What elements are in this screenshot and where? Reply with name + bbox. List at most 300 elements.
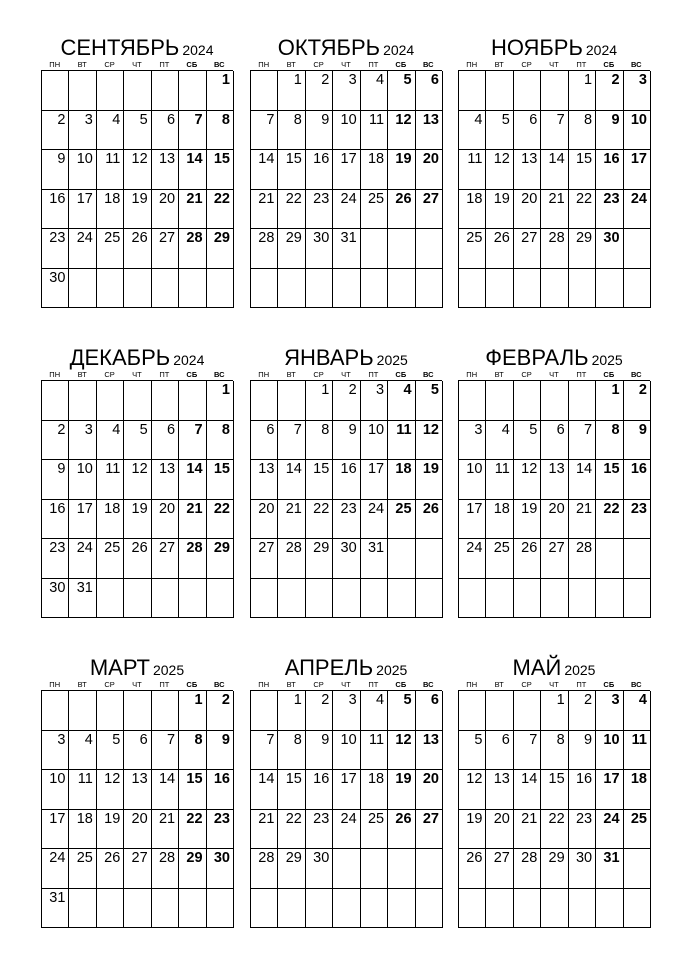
empty-cell — [486, 71, 513, 111]
empty-cell — [333, 579, 360, 619]
day-number: 8 — [194, 731, 203, 748]
day-number: 17 — [340, 151, 357, 167]
day-number: 3 — [376, 382, 385, 398]
weekday-label: ВС — [630, 680, 642, 689]
month-name: СЕНТЯБРЬ — [60, 35, 180, 60]
day-number: 1 — [611, 382, 620, 398]
day-number: 28 — [186, 230, 203, 246]
day-cell — [306, 849, 333, 889]
day-cell — [569, 150, 596, 190]
day-number: 1 — [221, 72, 230, 88]
day-number: 25 — [493, 540, 510, 556]
weekday-label: СБ — [603, 370, 615, 379]
day-cell — [486, 500, 513, 540]
day-cell — [207, 460, 234, 500]
weekday-label: ПН — [49, 680, 61, 689]
day-cell — [596, 71, 623, 111]
day-number: 27 — [158, 540, 176, 556]
month-calendar — [41, 656, 233, 928]
day-number: 20 — [422, 151, 439, 167]
day-cell — [624, 731, 651, 771]
day-number: 14 — [258, 151, 275, 167]
day-cell — [416, 190, 443, 230]
day-number: 10 — [466, 461, 483, 477]
day-number: 21 — [258, 810, 275, 827]
day-cell — [278, 150, 305, 190]
day-number: 31 — [76, 579, 93, 596]
day-number: 14 — [285, 461, 302, 477]
day-number: 22 — [575, 190, 593, 207]
day-number: 31 — [49, 889, 66, 906]
day-cell — [569, 500, 596, 540]
empty-cell — [251, 71, 278, 111]
day-cell — [97, 500, 124, 540]
empty-cell — [541, 269, 568, 309]
day-cell — [333, 111, 360, 151]
day-cell — [42, 500, 69, 540]
day-number: 29 — [313, 540, 330, 556]
day-number: 8 — [321, 421, 330, 438]
day-number: 28 — [548, 230, 565, 246]
day-number: 21 — [285, 500, 302, 517]
empty-cell — [207, 269, 234, 309]
empty-cell — [596, 539, 623, 579]
weekday-header — [250, 679, 442, 690]
day-cell — [278, 190, 305, 230]
day-cell — [152, 810, 179, 850]
day-cell — [124, 770, 151, 810]
day-number: 28 — [158, 850, 176, 866]
day-number: 22 — [213, 500, 230, 517]
day-number: 30 — [340, 540, 357, 556]
day-number: 28 — [258, 230, 275, 246]
day-cell — [179, 111, 206, 151]
day-number: 12 — [422, 421, 439, 438]
empty-cell — [251, 691, 278, 731]
day-number: 16 — [575, 771, 593, 787]
weekday-label: ПТ — [576, 60, 587, 69]
day-number: 17 — [76, 190, 93, 207]
day-number: 2 — [321, 692, 330, 708]
day-cell — [596, 381, 623, 421]
day-number: 23 — [49, 540, 66, 556]
empty-cell — [97, 381, 124, 421]
empty-cell — [486, 381, 513, 421]
day-cell — [459, 190, 486, 230]
day-cell — [69, 190, 96, 230]
day-number: 1 — [293, 72, 302, 88]
month-calendar — [41, 346, 233, 618]
day-number: 19 — [466, 810, 483, 827]
day-cell — [42, 269, 69, 309]
day-number: 18 — [630, 771, 647, 787]
weekday-label: ВС — [213, 370, 225, 379]
day-number: 4 — [376, 72, 385, 88]
day-cell — [69, 421, 96, 461]
day-cell — [179, 731, 206, 771]
day-cell — [207, 810, 234, 850]
day-number: 23 — [340, 500, 357, 517]
day-cell — [97, 460, 124, 500]
day-cell — [306, 190, 333, 230]
day-number: 31 — [603, 850, 620, 866]
day-cell — [306, 421, 333, 461]
day-cell — [624, 190, 651, 230]
empty-cell — [624, 229, 651, 269]
day-cell — [388, 150, 415, 190]
day-number: 7 — [167, 731, 176, 748]
day-number: 30 — [49, 269, 66, 286]
empty-cell — [459, 71, 486, 111]
day-cell — [596, 460, 623, 500]
weekday-label: ВС — [213, 680, 225, 689]
day-cell — [624, 810, 651, 850]
day-cell — [306, 539, 333, 579]
day-cell — [306, 150, 333, 190]
day-number: 12 — [493, 151, 510, 167]
weekday-label: ВС — [213, 60, 225, 69]
day-cell — [207, 421, 234, 461]
day-number: 4 — [474, 111, 483, 128]
day-cell — [69, 539, 96, 579]
day-cell — [541, 460, 568, 500]
day-number: 13 — [422, 111, 439, 128]
day-number: 29 — [575, 230, 593, 246]
day-cell — [69, 849, 96, 889]
empty-cell — [416, 579, 443, 619]
day-cell — [207, 381, 234, 421]
empty-cell — [207, 579, 234, 619]
day-cell — [388, 381, 415, 421]
day-cell — [596, 190, 623, 230]
day-cell — [207, 539, 234, 579]
day-number: 21 — [158, 810, 176, 827]
day-cell — [569, 770, 596, 810]
day-cell — [459, 539, 486, 579]
empty-cell — [124, 71, 151, 111]
weekday-header — [250, 369, 442, 380]
day-number: 20 — [493, 810, 510, 827]
day-number: 9 — [321, 731, 330, 748]
empty-cell — [541, 579, 568, 619]
weekday-header — [458, 369, 650, 380]
weekday-label: СБ — [603, 680, 615, 689]
day-cell — [124, 810, 151, 850]
day-cell — [459, 810, 486, 850]
day-cell — [416, 691, 443, 731]
day-number: 30 — [313, 230, 330, 246]
day-number: 2 — [584, 692, 593, 708]
weekday-label: ПТ — [368, 370, 379, 379]
day-cell — [124, 539, 151, 579]
empty-cell — [388, 849, 415, 889]
weekday-label: СБ — [186, 680, 198, 689]
empty-cell — [124, 579, 151, 619]
day-number: 5 — [474, 731, 483, 748]
day-number: 24 — [76, 540, 93, 556]
empty-cell — [388, 539, 415, 579]
weekday-label: ПН — [258, 60, 270, 69]
day-cell — [596, 849, 623, 889]
day-cell — [569, 111, 596, 151]
day-number: 6 — [167, 421, 176, 438]
empty-cell — [306, 889, 333, 929]
empty-cell — [596, 269, 623, 309]
empty-cell — [416, 889, 443, 929]
day-number: 29 — [548, 850, 565, 866]
day-number: 3 — [84, 421, 93, 438]
day-cell — [69, 731, 96, 771]
day-number: 18 — [367, 771, 385, 787]
day-number: 23 — [603, 190, 620, 207]
empty-cell — [152, 691, 179, 731]
day-number: 6 — [139, 731, 148, 748]
day-cell — [179, 421, 206, 461]
day-cell — [207, 111, 234, 151]
empty-cell — [42, 691, 69, 731]
empty-cell — [124, 889, 151, 929]
day-cell — [179, 190, 206, 230]
month-title — [41, 346, 233, 370]
day-cell — [152, 770, 179, 810]
days-grid — [41, 70, 233, 308]
day-number: 22 — [213, 190, 230, 207]
day-cell — [42, 539, 69, 579]
day-number: 15 — [285, 771, 302, 787]
day-number: 22 — [186, 810, 203, 827]
empty-cell — [333, 849, 360, 889]
empty-cell — [306, 269, 333, 309]
day-number: 28 — [186, 540, 203, 556]
day-number: 20 — [521, 190, 538, 207]
day-number: 23 — [313, 810, 330, 827]
empty-cell — [388, 889, 415, 929]
day-number: 9 — [221, 731, 230, 748]
empty-cell — [541, 889, 568, 929]
day-number: 27 — [493, 850, 510, 866]
day-cell — [459, 111, 486, 151]
weekday-label: ПН — [258, 370, 270, 379]
day-cell — [541, 150, 568, 190]
day-number: 3 — [84, 111, 93, 128]
day-cell — [486, 421, 513, 461]
day-number: 28 — [285, 540, 302, 556]
empty-cell — [596, 579, 623, 619]
day-cell — [97, 770, 124, 810]
day-number: 5 — [139, 421, 148, 438]
day-cell — [179, 500, 206, 540]
day-cell — [306, 500, 333, 540]
day-number: 14 — [158, 771, 176, 787]
day-number: 21 — [575, 500, 593, 517]
day-number: 24 — [466, 540, 483, 556]
day-number: 11 — [369, 731, 385, 748]
day-number: 22 — [548, 810, 565, 827]
day-number: 1 — [293, 692, 302, 708]
day-number: 9 — [638, 421, 647, 438]
day-number: 22 — [285, 810, 302, 827]
empty-cell — [251, 381, 278, 421]
day-number: 7 — [266, 731, 275, 748]
day-cell — [388, 460, 415, 500]
day-number: 15 — [313, 461, 330, 477]
day-cell — [42, 460, 69, 500]
day-number: 13 — [258, 461, 275, 477]
day-number: 5 — [403, 72, 412, 88]
day-cell — [569, 421, 596, 461]
month-year: 2025 — [591, 352, 623, 368]
empty-cell — [486, 269, 513, 309]
weekday-label: ЧТ — [132, 370, 142, 379]
day-cell — [596, 810, 623, 850]
day-cell — [624, 421, 651, 461]
day-cell — [97, 539, 124, 579]
day-number: 27 — [158, 230, 176, 246]
day-number: 26 — [493, 230, 510, 246]
day-cell — [278, 810, 305, 850]
day-cell — [624, 111, 651, 151]
weekday-label: СР — [521, 680, 532, 689]
day-number: 15 — [548, 771, 565, 787]
day-number: 14 — [258, 771, 275, 787]
weekday-label: ПТ — [159, 60, 170, 69]
day-number: 3 — [474, 421, 483, 438]
day-cell — [207, 500, 234, 540]
day-number: 12 — [466, 771, 483, 787]
day-number: 16 — [313, 151, 330, 167]
day-number: 25 — [630, 810, 647, 827]
empty-cell — [514, 381, 541, 421]
day-number: 6 — [556, 421, 565, 438]
day-cell — [486, 849, 513, 889]
month-calendar — [250, 656, 442, 928]
day-cell — [388, 111, 415, 151]
weekday-label: ПН — [258, 680, 270, 689]
day-cell — [569, 691, 596, 731]
day-number: 11 — [494, 461, 510, 477]
weekday-label: ЧТ — [549, 60, 559, 69]
empty-cell — [179, 71, 206, 111]
day-number: 16 — [49, 500, 66, 517]
day-cell — [69, 500, 96, 540]
weekday-label: ВТ — [286, 60, 296, 69]
day-number: 2 — [611, 72, 620, 88]
day-cell — [179, 539, 206, 579]
day-number: 20 — [158, 500, 176, 517]
day-cell — [361, 190, 388, 230]
day-cell — [514, 770, 541, 810]
day-cell — [459, 731, 486, 771]
weekday-label: СР — [313, 370, 324, 379]
day-number: 5 — [501, 111, 510, 128]
day-cell — [251, 150, 278, 190]
day-cell — [486, 229, 513, 269]
day-cell — [541, 770, 568, 810]
month-year: 2025 — [152, 662, 185, 678]
day-number: 11 — [467, 151, 483, 167]
empty-cell — [278, 269, 305, 309]
day-cell — [152, 849, 179, 889]
day-number: 2 — [321, 72, 330, 88]
empty-cell — [69, 889, 96, 929]
day-cell — [514, 731, 541, 771]
day-cell — [416, 111, 443, 151]
day-number: 4 — [403, 382, 412, 398]
day-number: 25 — [466, 230, 483, 246]
day-number: 3 — [638, 72, 647, 88]
day-number: 30 — [313, 850, 330, 866]
days-grid — [250, 70, 442, 308]
day-number: 4 — [638, 692, 647, 708]
day-number: 19 — [131, 500, 148, 517]
day-cell — [42, 889, 69, 929]
empty-cell — [251, 579, 278, 619]
empty-cell — [251, 889, 278, 929]
day-number: 12 — [131, 151, 148, 167]
day-number: 8 — [584, 111, 593, 128]
day-number: 6 — [430, 692, 439, 708]
day-cell — [251, 539, 278, 579]
weekday-label: СБ — [186, 60, 198, 69]
empty-cell — [306, 579, 333, 619]
empty-cell — [152, 889, 179, 929]
day-cell — [541, 500, 568, 540]
day-cell — [179, 229, 206, 269]
day-cell — [459, 500, 486, 540]
weekday-label: ВС — [422, 680, 434, 689]
day-number: 29 — [285, 850, 302, 866]
day-cell — [251, 460, 278, 500]
day-cell — [596, 111, 623, 151]
day-cell — [124, 421, 151, 461]
day-number: 18 — [76, 810, 93, 827]
day-cell — [42, 111, 69, 151]
day-cell — [541, 691, 568, 731]
day-cell — [42, 731, 69, 771]
day-number: 11 — [369, 111, 385, 128]
day-number: 21 — [186, 500, 203, 517]
day-cell — [124, 731, 151, 771]
empty-cell — [624, 889, 651, 929]
day-cell — [624, 71, 651, 111]
day-number: 5 — [529, 421, 538, 438]
day-cell — [361, 770, 388, 810]
day-cell — [361, 460, 388, 500]
day-cell — [541, 190, 568, 230]
day-number: 28 — [258, 850, 275, 866]
day-number: 28 — [575, 540, 593, 556]
day-number: 7 — [584, 421, 593, 438]
day-cell — [251, 111, 278, 151]
day-number: 19 — [422, 461, 439, 477]
day-number: 7 — [194, 421, 203, 438]
day-cell — [69, 111, 96, 151]
day-cell — [624, 770, 651, 810]
day-number: 19 — [521, 500, 538, 517]
day-number: 10 — [367, 421, 385, 438]
weekday-label: ЧТ — [341, 60, 351, 69]
weekday-label: СР — [104, 370, 115, 379]
empty-cell — [388, 269, 415, 309]
weekday-label: ВС — [630, 370, 642, 379]
day-number: 9 — [584, 731, 593, 748]
day-cell — [97, 150, 124, 190]
weekday-label: СР — [521, 370, 532, 379]
empty-cell — [42, 381, 69, 421]
days-grid — [458, 690, 650, 928]
weekday-label: СР — [313, 680, 324, 689]
day-cell — [416, 731, 443, 771]
